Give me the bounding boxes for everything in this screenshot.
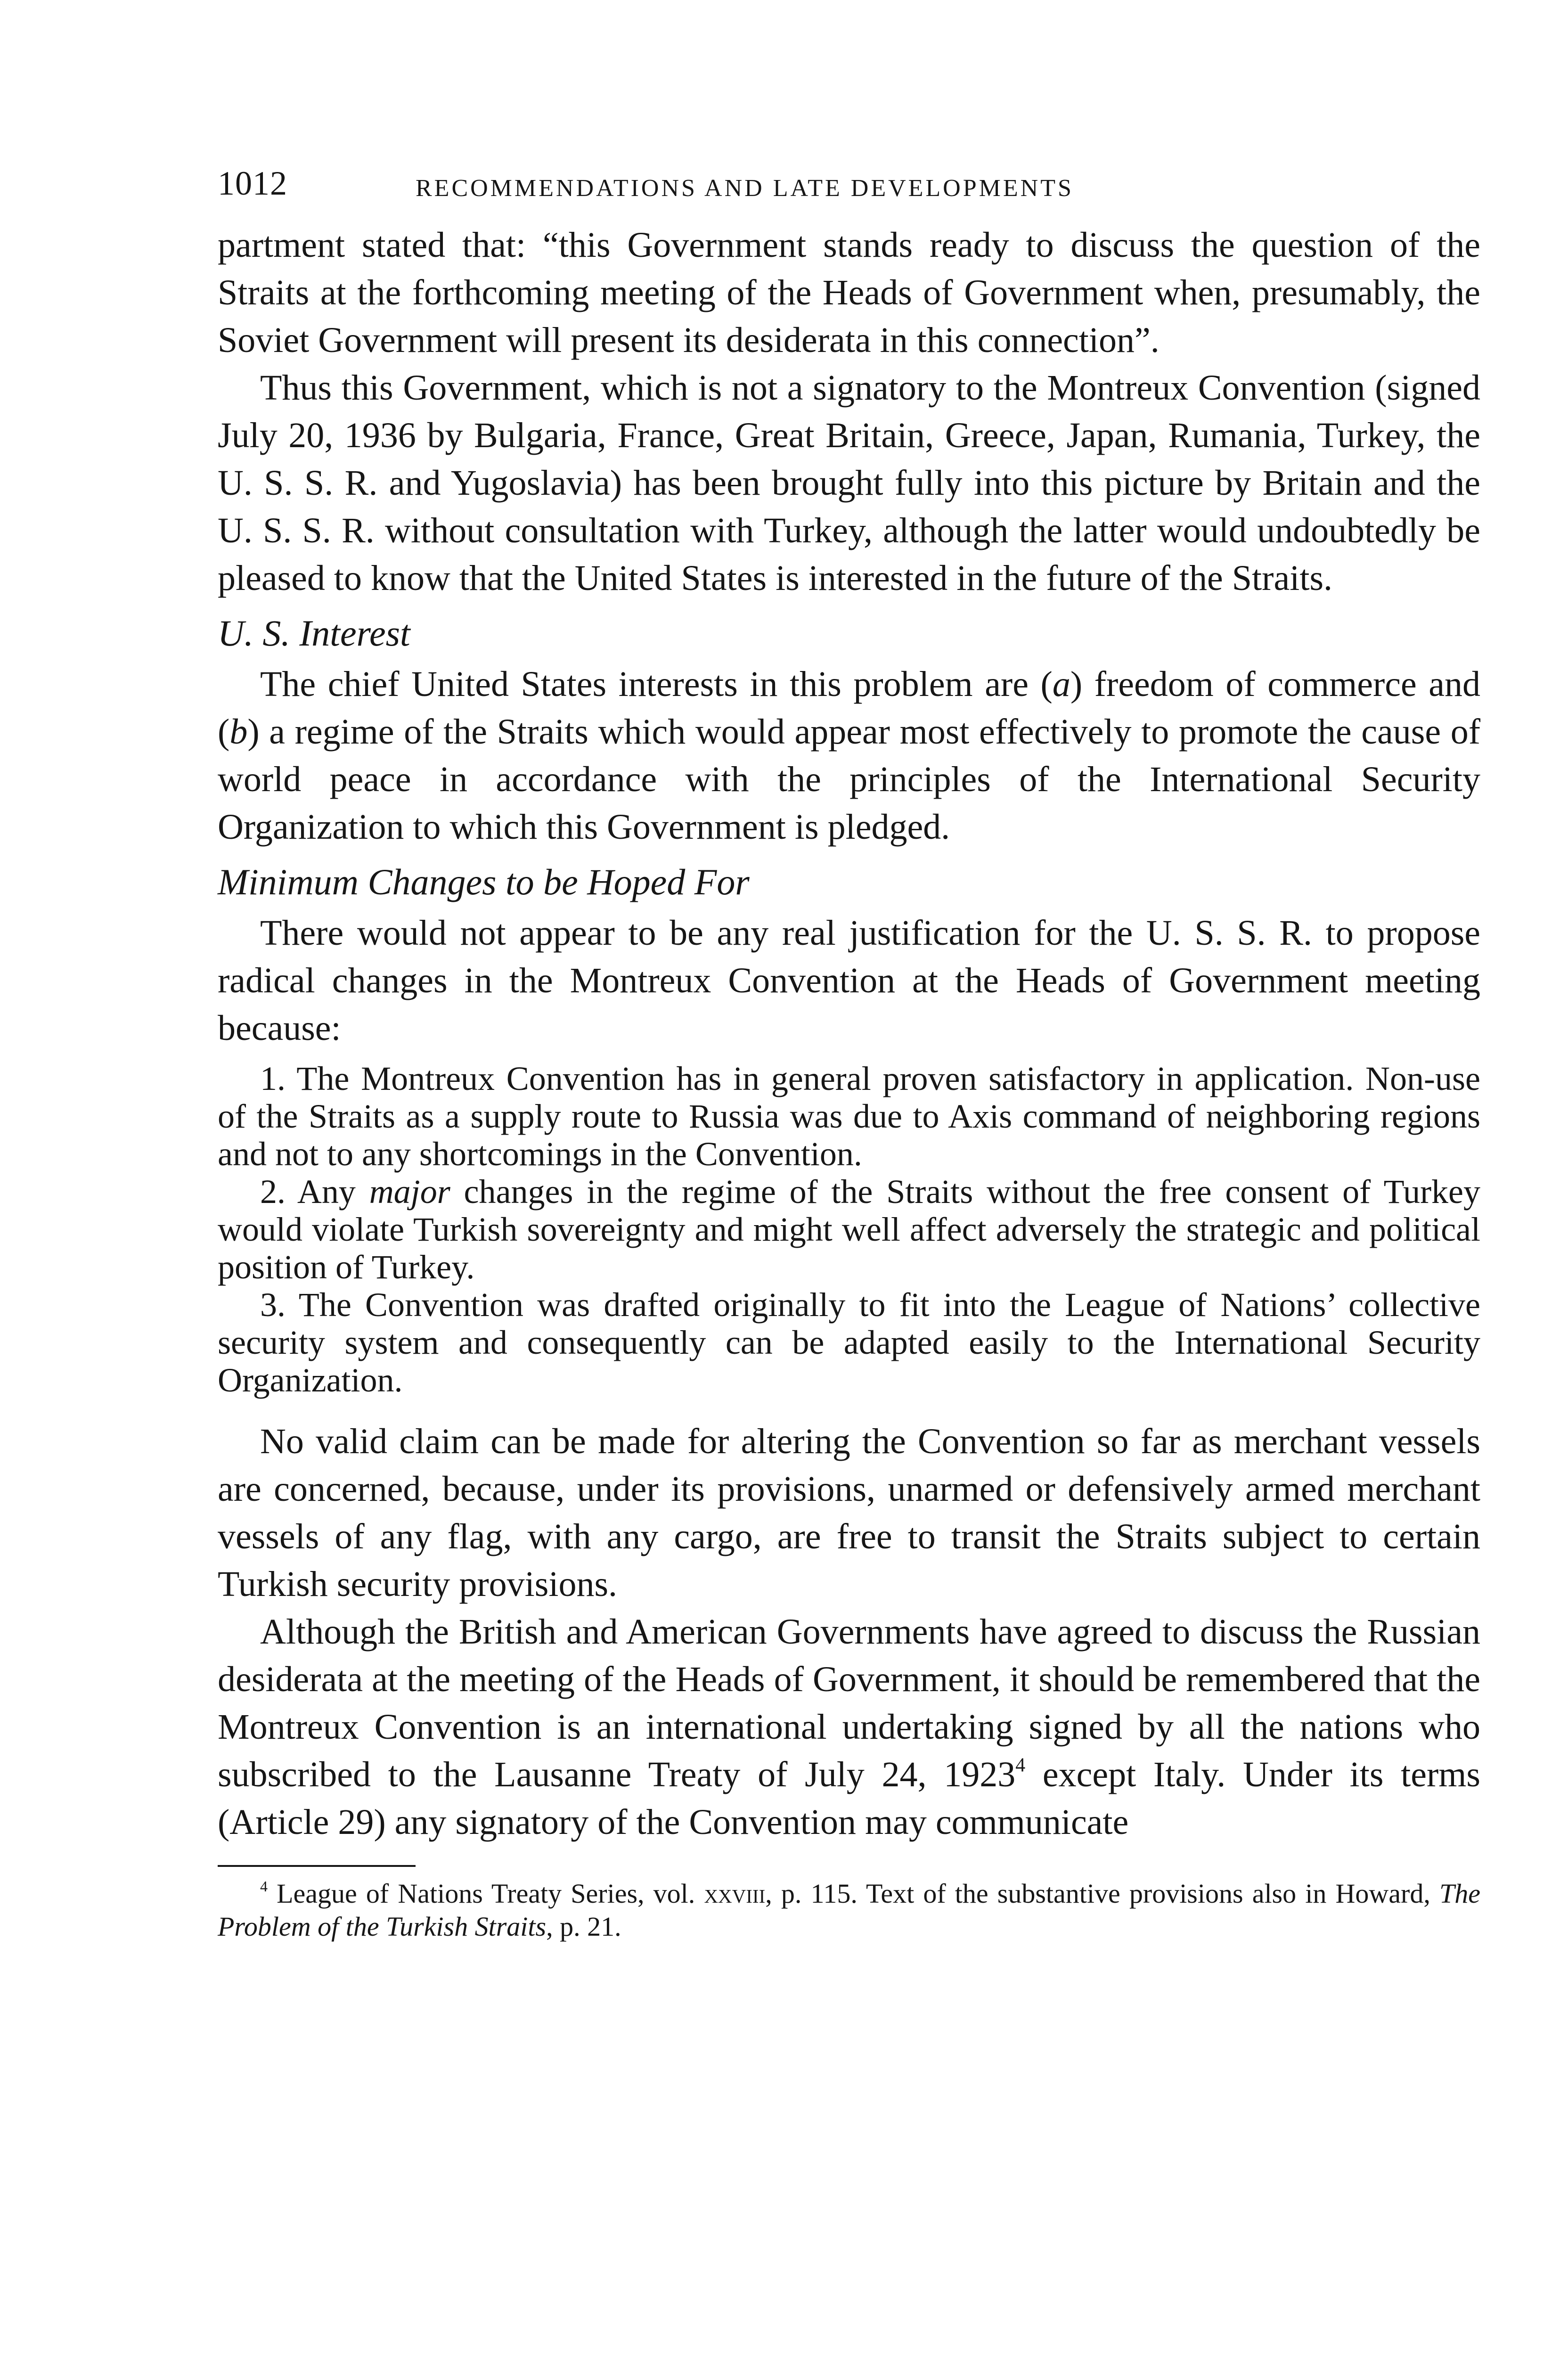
lausanne-text-after: except Italy. Under its terms (Article 29) any signatory of the Convention may communicate bbox=[218, 1755, 1480, 1842]
section-heading-minimum-changes: Minimum Changes to be Hoped For bbox=[218, 861, 750, 902]
list-item-2-after: changes in the regime of the Straits without the free consent of Turkey would violate Turkish sovereignty and might well affect adversely the strategic and political position of Turkey. bbox=[218, 1173, 1481, 1286]
list-item: 3. The Convention was drafted originally to fit into the League of Nations’ collective security system and consequently can be adapted easily to the International Security Organization. bbox=[218, 1286, 1480, 1399]
footnote-text-c: , p. 21. bbox=[546, 1911, 621, 1942]
list-item: 1. The Montreux Convention has in general proven satisfactory in application. Non-use of the Straits as a supply route to Russia was due to Axis command of neighboring regions and not to any shortcomings in the Convention. bbox=[218, 1060, 1480, 1173]
us-interest-text-c: ) a regime of the Straits which would appear most effectively to promote the cause of world peace in accordance with the principles of the International Security Organization to which this Government is pledged. bbox=[218, 712, 1480, 847]
footnote-text-a: League of Nations Treaty Series, vol. bbox=[267, 1878, 704, 1909]
paragraph-montreux-signatories: Thus this Government, which is not a signatory to the Montreux Convention (signed July 20, 1936 by Bulgaria, France, Great Britain, Greece, Japan, Rumania, Turkey, the U. S. S. R. and Yugoslavia) has been brought fully into this picture by Britain and the U. S. S. R. without consultation with Turkey, although the latter would undoubtedly be pleased to know that the United States is interested in the future of the Straits. bbox=[218, 368, 1480, 598]
paragraph-us-interest bbox=[218, 661, 1480, 851]
footnote-divider bbox=[218, 1865, 416, 1867]
numbered-list bbox=[218, 1060, 1480, 1399]
us-interest-letter-a: a bbox=[1052, 664, 1070, 704]
footnote-volume: xxviii bbox=[704, 1878, 766, 1909]
list-item bbox=[218, 1173, 1480, 1286]
paragraph-lausanne-treaty bbox=[218, 1608, 1480, 1846]
section-heading-us-interest: U. S. Interest bbox=[218, 613, 410, 654]
list-item-2-emphasis: major bbox=[369, 1173, 450, 1211]
running-title: RECOMMENDATIONS AND LATE DEVELOPMENTS bbox=[416, 175, 1074, 202]
footnote-book-title: The Problem of the Turkish Straits bbox=[218, 1878, 1480, 1942]
list-item-2-before: 2. Any bbox=[260, 1173, 369, 1211]
us-interest-text-b: ) freedom of commerce and ( bbox=[218, 664, 1480, 752]
footnote bbox=[218, 1877, 1480, 1943]
page-header bbox=[218, 160, 1480, 221]
paragraph-continuation: partment stated that: “this Government stands ready to discuss the question of the Straits at the forthcoming meeting of the Heads of Government when, presumably, the Soviet Government will present its desiderata in this connection”. bbox=[218, 225, 1480, 360]
paragraph-minimum-changes-lead: There would not appear to be any real justification for the U. S. S. R. to propose radical changes in the Montreux Convention at the Heads of Government meeting because: bbox=[218, 913, 1480, 1048]
us-interest-text-a: The chief United States interests in this problem are ( bbox=[260, 664, 1053, 704]
paragraph-merchant-vessels: No valid claim can be made for altering the Convention so far as merchant vessels are concerned, because, under its provisions, unarmed or defensively armed merchant vessels of any flag, with any cargo, are free to transit the Straits subject to certain Turkish security provisions. bbox=[218, 1422, 1480, 1604]
us-interest-letter-b: b bbox=[229, 712, 248, 752]
main-text bbox=[218, 221, 1480, 1846]
footnote-text-b: , p. 115. Text of the substantive provisions also in Howard, bbox=[765, 1878, 1439, 1909]
document-page bbox=[218, 160, 1480, 1943]
lausanne-text-before: Although the British and American Governments have agreed to discuss the Russian desiderata at the meeting of the Heads of Government, it should be remembered that the Montreux Convention is an international undertaking signed by all the nations who subscribed to the Lausanne Treaty of July 24, 1923 bbox=[218, 1612, 1480, 1794]
footnote-reference: 4 bbox=[1015, 1754, 1026, 1776]
footnote-marker: 4 bbox=[260, 1878, 268, 1895]
page-number: 1012 bbox=[218, 164, 287, 202]
